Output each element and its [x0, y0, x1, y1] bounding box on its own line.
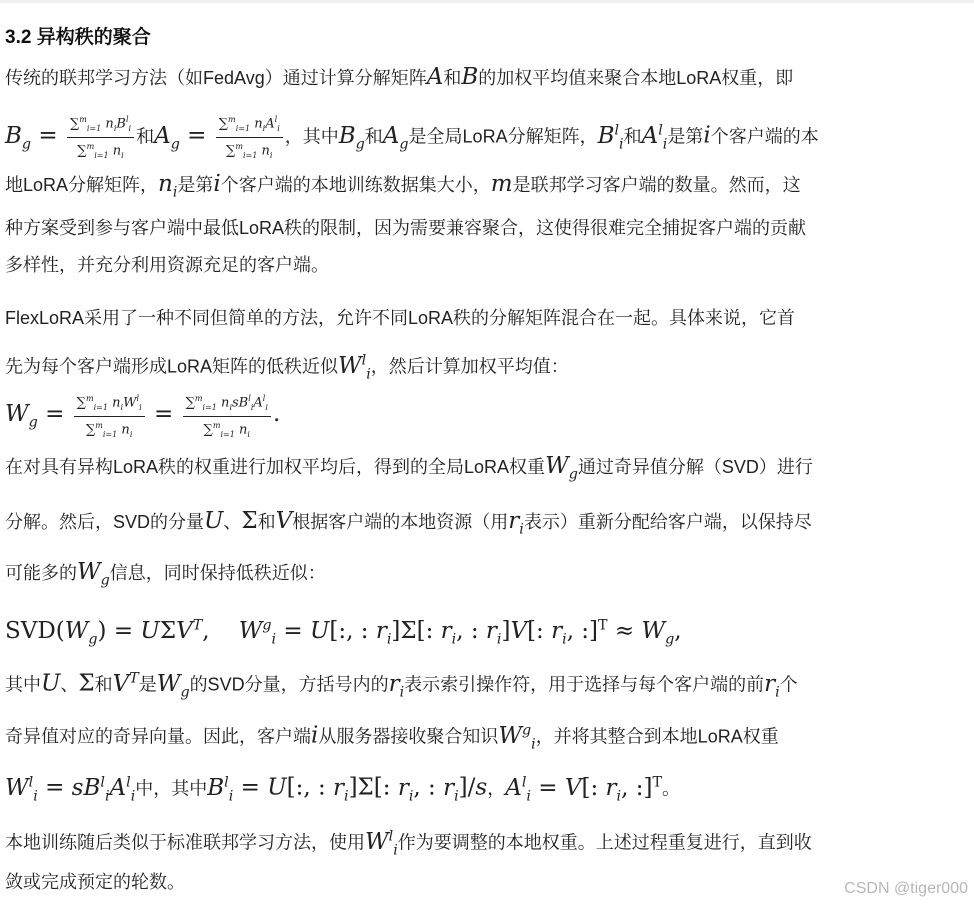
text: 信息，同时保持低秩近似：: [109, 563, 326, 583]
paragraph-line: [5, 664, 798, 706]
math-ri: $r_i$: [764, 670, 780, 701]
text: 通过奇异值分解（SVD）进行: [577, 457, 813, 477]
text: 和: [257, 512, 276, 532]
math-Wg: $W_g$: [77, 559, 110, 589]
math-Bg: $B_g$: [338, 122, 365, 153]
text: 从服务器接收聚合知识: [318, 726, 499, 747]
math-Ag: $A_g$: [154, 122, 180, 153]
math-B: B: [461, 64, 479, 90]
text: 是: [138, 674, 157, 695]
text: 个客户端的本地训练数据集大小，: [220, 175, 491, 195]
text: 、: [60, 674, 79, 695]
math-eq: =: [146, 401, 181, 428]
math-fraction-sBA: $\frac{\sum^m_{i=1} n_isB^l_iA^l_i}{\sum^m_{i=1} n_i}$: [183, 390, 271, 443]
math-ni: $n_i$: [158, 171, 178, 201]
equation-svd: [5, 606, 682, 658]
text: 个: [779, 674, 798, 695]
math-i: i: [703, 122, 711, 149]
text: 和: [136, 126, 155, 147]
top-border: [0, 0, 974, 3]
math-Wil: $W^l_i$: [338, 352, 371, 383]
math-period: .: [272, 401, 281, 428]
paragraph-line: [5, 822, 812, 864]
math-Bil: $B^l_i$: [597, 122, 624, 153]
math-eq: =: [37, 401, 72, 428]
math-U: U: [41, 670, 61, 697]
math-i: i: [213, 171, 221, 197]
math-i: i: [311, 722, 319, 749]
paragraph-line: [5, 108, 819, 166]
text: 表示）重新分配给客户端，以保持尽: [523, 512, 812, 532]
math-W-decomp: $W^l_i = sB^l_iA^l_i$: [5, 774, 136, 805]
math-ri: $r_i$: [508, 508, 524, 538]
paragraph-line: 多样性，并充分利用资源充足的客户端。: [5, 255, 329, 275]
text: 在对具有异构LoRA秩的权重进行加权平均后，得到的全局LoRA权重: [5, 457, 546, 477]
text: ，: [487, 778, 506, 799]
paragraph-line: [5, 507, 812, 544]
csdn-watermark: CSDN @tiger000: [844, 880, 968, 897]
math-svd: $SVD(W_g) = U\Sigma V^T$, $W^g_i = U$[:, : $r_i]\Sigma$[: $r_i$, : $r_i]V$[: $r_i$, :]$^T$ ≈ $W_g$,: [5, 617, 682, 648]
math-m: m: [490, 171, 513, 197]
math-V: V: [275, 508, 293, 534]
paragraph-line: 种方案受到参与客户端中最低LoRA秩的限制，因为需要兼容聚合，这使得很难完全捕捉客户端的贡献: [5, 218, 807, 238]
math-Wg: $W_g$: [545, 453, 578, 483]
math-A: A: [426, 64, 444, 90]
math-eq: =: [179, 122, 214, 149]
math-Bg: $B_g$: [5, 122, 32, 153]
math-Ag: $A_g$: [382, 122, 409, 153]
math-Wil: $W^l_i$: [365, 828, 398, 859]
paragraph-line: [5, 716, 779, 758]
text: 先为每个客户端形成LoRA矩阵的低秩近似: [5, 356, 339, 377]
math-Sigma: Σ: [241, 508, 258, 534]
math-Wig: $W^g_i$: [498, 722, 536, 753]
section-heading: 3.2 异构秩的聚合: [5, 27, 151, 48]
math-Ail: $A^l_i$: [641, 122, 668, 153]
math-ri: $r_i$: [388, 670, 405, 701]
text: 分解。然后，SVD的分量: [5, 512, 205, 532]
text: 的加权平均值来聚合本地LoRA权重，即: [478, 68, 794, 88]
text: 表示索引操作符，用于选择与每个客户端的前: [404, 674, 765, 695]
math-eq: =: [31, 122, 65, 149]
equation-Wg: [5, 390, 280, 445]
text: 的SVD分量，方括号内的: [189, 674, 389, 695]
text: 传统的联邦学习方法（如FedAvg）通过计算分解矩阵: [5, 68, 427, 88]
text: 。: [661, 778, 680, 799]
math-U: U: [204, 508, 224, 534]
math-A-decomp: $A^l_i = V$[: $r_i$, :]$^T$: [505, 774, 662, 805]
math-Sigma: Σ: [78, 670, 95, 697]
paragraph-line: [5, 170, 801, 207]
text: 奇异值对应的奇异向量。因此，客户端: [5, 726, 311, 747]
text: 和: [623, 126, 642, 147]
text: 和: [443, 68, 462, 88]
text: 是第: [667, 126, 704, 147]
text: 是第: [177, 175, 214, 195]
paragraph-line: [5, 452, 813, 489]
text: 个客户端的本: [710, 126, 819, 147]
paragraph-line: [5, 63, 793, 92]
math-fraction-A: $\frac{\sum^m_{i=1} n_iA^l_i}{\sum^m_{i=1} n_i}$: [216, 111, 283, 164]
paragraph-line: [5, 346, 569, 388]
math-Wg: $W_g$: [156, 670, 190, 701]
text: ，然后计算加权平均值：: [370, 356, 569, 377]
math-VT: $V^T$: [112, 670, 139, 697]
text: 和: [364, 126, 383, 147]
math-fraction-B: $\frac{\sum^m_{i=1} n_iB^l_i}{\sum^m_{i=1} n_i}$: [67, 111, 134, 164]
text: ，其中: [284, 126, 339, 147]
math-fraction-W: $\frac{\sum^m_{i=1} n_iW^l_i}{\sum^m_{i=1} n_i}$: [74, 390, 145, 443]
math-Wg: $W_g$: [5, 401, 38, 431]
text: 本地训练随后类似于标准联邦学习方法，使用: [5, 832, 365, 853]
paragraph-line: [5, 768, 680, 810]
text: 中，其中: [135, 778, 208, 799]
text: 可能多的: [5, 563, 77, 583]
text: 是全局LoRA分解矩阵，: [408, 126, 598, 147]
text: 地LoRA分解矩阵，: [5, 175, 159, 195]
text: ，并将其整合到本地LoRA权重: [535, 726, 779, 747]
text: 是联邦学习客户端的数量。然而，这: [512, 175, 801, 195]
paragraph-line: [5, 558, 326, 595]
paragraph-line: FlexLoRA采用了一种不同但简单的方法，允许不同LoRA秩的分解矩阵混合在一起。具体来说，它首: [5, 308, 796, 328]
text: 、: [223, 512, 242, 532]
text: 和: [94, 674, 113, 695]
math-B-decomp: $B^l_i = U$[:, : $r_i]\Sigma$[: $r_i$, : $r_i]/s$: [207, 774, 488, 805]
text: 根据客户端的本地资源（用: [292, 512, 509, 532]
text: 作为要调整的本地权重。上述过程重复进行，直到收: [397, 832, 812, 853]
paragraph-line: 敛或完成预定的轮数。: [5, 872, 185, 892]
text: 其中: [5, 674, 41, 695]
